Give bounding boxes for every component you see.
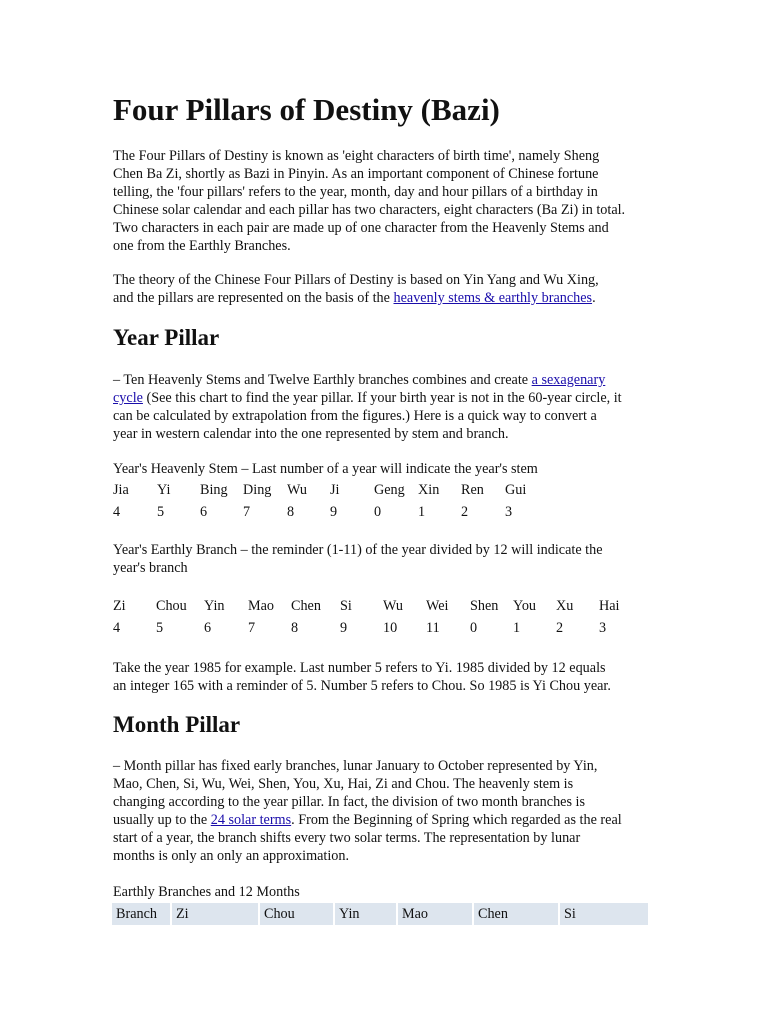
intro-line: Two characters in each pair are made up of one character from the Heavenly Stems and — [113, 220, 609, 236]
branch-name: Xu — [556, 598, 574, 614]
theory-period: . — [592, 290, 596, 306]
theory-paragraph — [113, 271, 663, 307]
stem-name: Wu — [287, 482, 307, 498]
stem-number: 1 — [418, 504, 426, 520]
stem-number: 7 — [243, 504, 251, 520]
branch-name: Chen — [291, 598, 321, 614]
branch-number: 6 — [204, 620, 212, 636]
table-cell: Chou — [260, 903, 333, 925]
table-cell: Yin — [335, 903, 396, 925]
stem-name: Jia — [113, 482, 129, 498]
intro-line: Chen Ba Zi, shortly as Bazi in Pinyin. As an important component of Chinese fortune — [113, 166, 599, 182]
stem-name: Ren — [461, 482, 484, 498]
stem-name: Bing — [200, 482, 228, 498]
branch-number: 3 — [599, 620, 607, 636]
stem-name: Ding — [243, 482, 272, 498]
stem-number: 8 — [287, 504, 295, 520]
months-table — [110, 901, 650, 927]
table-caption: Earthly Branches and 12 Months — [113, 884, 300, 900]
stem-name: Geng — [374, 482, 405, 498]
example-paragraph — [113, 659, 663, 695]
branch-number: 7 — [248, 620, 256, 636]
month-pillar-paragraph — [113, 757, 663, 865]
month-pillar-text: usually up to the — [113, 812, 211, 828]
year-pillar-heading: Year Pillar — [113, 325, 220, 350]
month-pillar-line — [113, 811, 663, 829]
branch-name: Yin — [204, 598, 225, 614]
year-pillar-line — [113, 389, 663, 407]
branch-number: 0 — [470, 620, 478, 636]
year-pillar-line — [113, 371, 663, 389]
stem-number: 0 — [374, 504, 382, 520]
example-line: an integer 165 with a reminder of 5. Number 5 refers to Chou. So 1985 is Yi Chou year. — [113, 678, 611, 694]
theory-line: The theory of the Chinese Four Pillars of Destiny is based on Yin Yang and Wu Xing, — [113, 272, 599, 288]
branch-number: 9 — [340, 620, 348, 636]
intro-line: one from the Earthly Branches. — [113, 238, 291, 254]
year-pillar-line: can be calculated by extrapolation from the figures.) Here is a quick way to convert a — [113, 408, 597, 424]
branch-number: 2 — [556, 620, 564, 636]
month-pillar-heading: Month Pillar — [113, 712, 241, 737]
branch-name: Hai — [599, 598, 620, 614]
example-line: Take the year 1985 for example. Last number 5 refers to Yi. 1985 divided by 12 equals — [113, 660, 606, 676]
page-title: Four Pillars of Destiny (Bazi) — [113, 92, 500, 127]
branch-name: You — [513, 598, 537, 614]
intro-paragraph — [113, 147, 663, 255]
stem-name: Ji — [330, 482, 340, 498]
table-cell: Zi — [172, 903, 258, 925]
stem-number: 2 — [461, 504, 469, 520]
month-pillar-line: start of a year, the branch shifts every two solar terms. The representation by lunar — [113, 830, 581, 846]
table-cell: Si — [560, 903, 648, 925]
branch-number: 1 — [513, 620, 521, 636]
stem-number: 5 — [157, 504, 165, 520]
year-pillar-text: (See this chart to find the year pillar. If your birth year is not in the 60-year circle, it — [142, 390, 622, 406]
stem-number: 3 — [505, 504, 513, 520]
stem-name: Gui — [505, 482, 527, 498]
branch-caption-line: year's branch — [113, 560, 188, 576]
branch-caption — [113, 541, 663, 577]
intro-line: The Four Pillars of Destiny is known as 'eight characters of birth time', namely Sheng — [113, 148, 600, 164]
table-cell: Branch — [112, 903, 170, 925]
stem-number: 9 — [330, 504, 338, 520]
stem-caption: Year's Heavenly Stem – Last number of a year will indicate the year's stem — [113, 461, 538, 477]
year-pillar-text: – Ten Heavenly Stems and Twelve Earthly branches combines and create — [113, 372, 532, 388]
branch-number: 4 — [113, 620, 121, 636]
sexagenary-cycle-link[interactable]: a sexagenary — [531, 372, 606, 388]
table-cell: Chen — [474, 903, 558, 925]
month-pillar-text: . From the Beginning of Spring which regarded as the real — [291, 812, 622, 828]
branch-name: Zi — [113, 598, 126, 614]
branch-number: 8 — [291, 620, 299, 636]
stem-number: 4 — [113, 504, 121, 520]
stem-number: 6 — [200, 504, 208, 520]
heavenly-stems-link[interactable]: heavenly stems & earthly branches — [393, 290, 593, 306]
stem-name: Xin — [418, 482, 440, 498]
solar-terms-link[interactable]: 24 solar terms — [210, 812, 292, 828]
branch-number: 10 — [383, 620, 398, 636]
month-pillar-line: changing according to the year pillar. In fact, the division of two month branches is — [113, 794, 585, 810]
table-cell: Mao — [398, 903, 472, 925]
month-pillar-line: months is only an only an approximation. — [113, 848, 350, 864]
intro-line: telling, the 'four pillars' refers to the year, month, day and hour pillars of a birthday in — [113, 184, 598, 200]
year-pillar-paragraph — [113, 371, 663, 443]
year-pillar-line: year in western calendar into the one represented by stem and branch. — [113, 426, 509, 442]
sexagenary-cycle-link-cont[interactable]: cycle — [113, 390, 143, 406]
stem-name: Yi — [157, 482, 171, 498]
intro-line: Chinese solar calendar and each pillar has two characters, eight characters (Ba Zi) in total. — [113, 202, 626, 218]
branch-name: Si — [340, 598, 352, 614]
branch-name: Mao — [248, 598, 275, 614]
month-pillar-line: Mao, Chen, Si, Wu, Wei, Shen, You, Xu, Hai, Zi and Chou. The heavenly stem is — [113, 776, 574, 792]
branch-name: Shen — [470, 598, 499, 614]
table-row — [112, 903, 648, 925]
theory-line — [113, 289, 663, 307]
branch-name: Chou — [156, 598, 187, 614]
branch-caption-line: Year's Earthly Branch – the reminder (1-11) of the year divided by 12 will indicate the — [113, 542, 603, 558]
branch-name: Wu — [383, 598, 403, 614]
theory-text: and the pillars are represented on the basis of the — [113, 290, 394, 306]
branch-number: 11 — [426, 620, 440, 636]
branch-number: 5 — [156, 620, 164, 636]
month-pillar-line: – Month pillar has fixed early branches, lunar January to October represented by Yin, — [113, 758, 598, 774]
branch-name: Wei — [426, 598, 449, 614]
